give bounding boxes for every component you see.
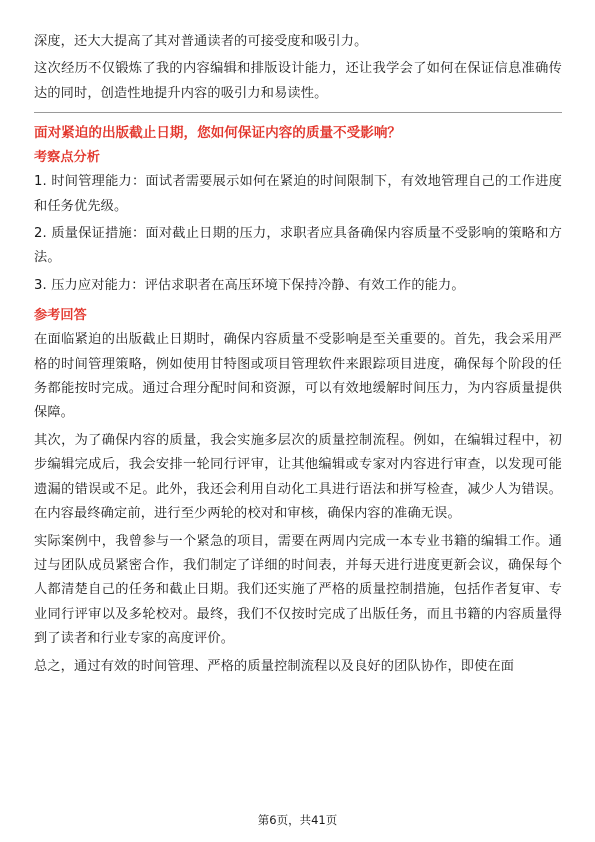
- question-title: 面对紧迫的出版截止日期，您如何保证内容的质量不受影响？: [34, 125, 402, 142]
- answer-paragraph-4: 总之，通过有效的时间管理、严格的质量控制流程以及良好的团队协作，即使在面: [34, 658, 515, 674]
- answer-paragraph-1: 在面临紧迫的出版截止日期时，确保内容质量不受影响是至关重要的。首先，我会采用严格的时间管理策略，例如使用甘特图或项目管理软件来跟踪项目进度，确保每个阶段的任务都能按时完成。通过合理分配时间和资源，可以有效地缓解时间压力，为内容质量提供保障。: [34, 332, 562, 421]
- section-divider: [34, 112, 562, 113]
- analysis-heading: 考察点分析: [34, 150, 100, 166]
- analysis-item-2: 2. 质量保证措施：面对截止日期的压力，求职者应具备确保内容质量不受影响的策略和方法。: [34, 226, 562, 266]
- intro-paragraph-2: 这次经历不仅锻炼了我的内容编辑和排版设计能力，还让我学会了如何在保证信息准确传达的同时，创造性地提升内容的吸引力和易读性。: [34, 61, 562, 101]
- answer-paragraph-3: 实际案例中，我曾参与一个紧急的项目，需要在两周内完成一本专业书籍的编辑工作。通过与团队成员紧密合作，我们制定了详细的时间表，并每天进行进度更新会议，确保每个人都清楚自己的任务和截止日期。我们还实施了严格的质量控制措施，包括作者复审、专业同行评审以及多轮校对。最终，我们不仅按时完成了出版任务，而且书籍的内容质量得到了读者和行业专家的高度评价。: [34, 533, 562, 647]
- answer-paragraph-2: 其次，为了确保内容的质量，我会实施多层次的质量控制流程。例如，在编辑过程中，初步编辑完成后，我会安排一轮同行评审，让其他编辑或专家对内容进行审查，以发现可能遗漏的错误或不足。此外，我还会利用自动化工具进行语法和拼写检查，减少人为错误。在内容最终确定前，进行至少两轮的校对和审核，确保内容的准确无误。: [34, 432, 562, 522]
- page-number: 第6页，共41页: [257, 813, 338, 827]
- analysis-item-1: 1. 时间管理能力：面试者需要展示如何在紧迫的时间限制下，有效地管理自己的工作进度和任务优先级。: [34, 174, 562, 214]
- intro-paragraph-1: 深度，还大大提高了其对普通读者的可接受度和吸引力。: [34, 34, 368, 49]
- document-page: [34, 30, 562, 679]
- analysis-item-3: 3. 压力应对能力：评估求职者在高压环境下保持冷静、有效工作的能力。: [34, 277, 465, 293]
- answer-heading: 参考回答: [34, 308, 87, 324]
